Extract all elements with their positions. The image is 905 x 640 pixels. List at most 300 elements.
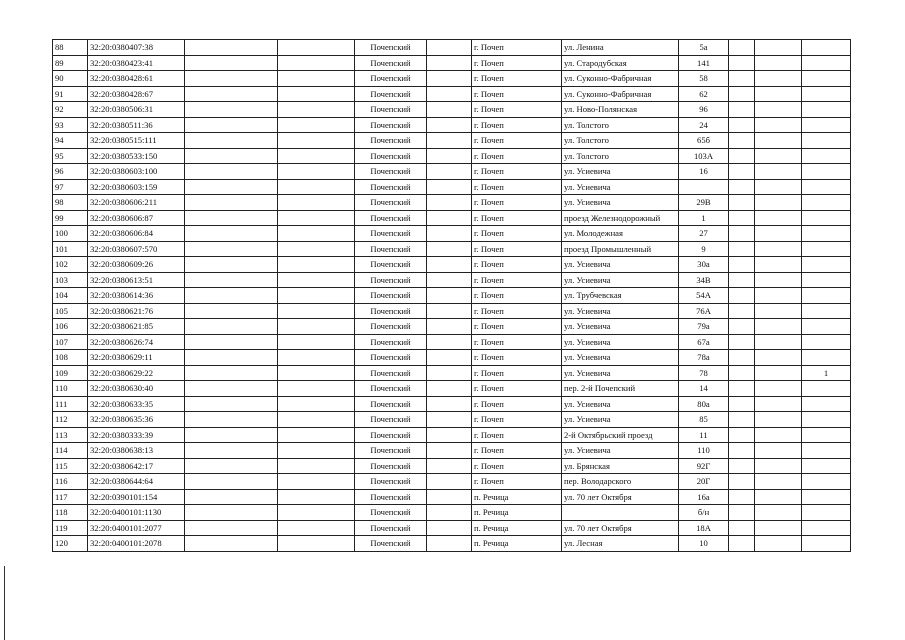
empty-cell: [278, 195, 355, 211]
row-number: 88: [53, 40, 88, 56]
empty-cell: [729, 443, 755, 459]
row-number: 101: [53, 241, 88, 257]
empty-cell: [729, 272, 755, 288]
house-number: 29В: [679, 195, 729, 211]
table-row: [53, 241, 851, 257]
empty-cell: [427, 427, 472, 443]
empty-cell: [278, 350, 355, 366]
row-number: 116: [53, 474, 88, 490]
district: Почепский: [355, 365, 427, 381]
empty-cell: [185, 164, 278, 180]
empty-cell: [729, 148, 755, 164]
empty-cell: [427, 365, 472, 381]
extra-value: [802, 350, 851, 366]
street: ул. Усиевича: [562, 319, 679, 335]
empty-cell: [427, 226, 472, 242]
settlement: г. Почеп: [472, 412, 562, 428]
row-number: 118: [53, 505, 88, 521]
settlement: г. Почеп: [472, 102, 562, 118]
house-number: 67а: [679, 334, 729, 350]
row-number: 93: [53, 117, 88, 133]
empty-cell: [278, 458, 355, 474]
street: ул. Ново-Полянская: [562, 102, 679, 118]
row-number: 96: [53, 164, 88, 180]
table-row: [53, 257, 851, 273]
row-number: 99: [53, 210, 88, 226]
empty-cell: [278, 86, 355, 102]
cadastral-number: 32:20:0380629:22: [88, 365, 185, 381]
registry-table: [52, 39, 851, 552]
row-number: 107: [53, 334, 88, 350]
empty-cell: [729, 412, 755, 428]
table-row: [53, 179, 851, 195]
row-number: 89: [53, 55, 88, 71]
district: Почепский: [355, 412, 427, 428]
house-number: 96: [679, 102, 729, 118]
row-number: 97: [53, 179, 88, 195]
street: ул. Лесная: [562, 536, 679, 552]
extra-value: [802, 40, 851, 56]
house-number: 54А: [679, 288, 729, 304]
settlement: г. Почеп: [472, 334, 562, 350]
cadastral-number: 32:20:0380644:64: [88, 474, 185, 490]
empty-cell: [185, 288, 278, 304]
settlement: г. Почеп: [472, 319, 562, 335]
street: проезд Промышленный: [562, 241, 679, 257]
empty-cell: [185, 303, 278, 319]
street: ул. Брянская: [562, 458, 679, 474]
empty-cell: [755, 210, 802, 226]
house-number: 80а: [679, 396, 729, 412]
empty-cell: [427, 241, 472, 257]
empty-cell: [185, 412, 278, 428]
empty-cell: [755, 86, 802, 102]
extra-value: [802, 86, 851, 102]
row-number: 106: [53, 319, 88, 335]
empty-cell: [427, 179, 472, 195]
street: пер. Володарского: [562, 474, 679, 490]
empty-cell: [755, 40, 802, 56]
table-row: [53, 412, 851, 428]
cadastral-number: 32:20:0380423:41: [88, 55, 185, 71]
extra-value: [802, 489, 851, 505]
empty-cell: [755, 117, 802, 133]
empty-cell: [427, 520, 472, 536]
house-number: 85: [679, 412, 729, 428]
empty-cell: [278, 319, 355, 335]
empty-cell: [278, 179, 355, 195]
row-number: 113: [53, 427, 88, 443]
settlement: г. Почеп: [472, 86, 562, 102]
row-number: 117: [53, 489, 88, 505]
empty-cell: [278, 102, 355, 118]
table-row: [53, 117, 851, 133]
empty-cell: [755, 148, 802, 164]
empty-cell: [278, 536, 355, 552]
settlement: п. Речица: [472, 489, 562, 505]
empty-cell: [278, 412, 355, 428]
empty-cell: [185, 505, 278, 521]
row-number: 102: [53, 257, 88, 273]
extra-value: [802, 133, 851, 149]
cadastral-number: 32:20:0400101:2077: [88, 520, 185, 536]
empty-cell: [755, 257, 802, 273]
empty-cell: [278, 210, 355, 226]
empty-cell: [278, 288, 355, 304]
empty-cell: [278, 272, 355, 288]
empty-cell: [427, 272, 472, 288]
cadastral-number: 32:20:0380614:36: [88, 288, 185, 304]
empty-cell: [755, 520, 802, 536]
extra-value: [802, 396, 851, 412]
district: Почепский: [355, 164, 427, 180]
empty-cell: [427, 257, 472, 273]
street: 2-й Октябрьский проезд: [562, 427, 679, 443]
table-row: [53, 71, 851, 87]
settlement: г. Почеп: [472, 303, 562, 319]
district: Почепский: [355, 350, 427, 366]
table-row: [53, 319, 851, 335]
empty-cell: [729, 474, 755, 490]
house-number: 103А: [679, 148, 729, 164]
settlement: г. Почеп: [472, 164, 562, 180]
street: ул. Усиевича: [562, 272, 679, 288]
house-number: 11: [679, 427, 729, 443]
empty-cell: [729, 350, 755, 366]
settlement: г. Почеп: [472, 148, 562, 164]
row-number: 120: [53, 536, 88, 552]
street: ул. Усиевича: [562, 257, 679, 273]
extra-value: [802, 117, 851, 133]
district: Почепский: [355, 117, 427, 133]
district: Почепский: [355, 148, 427, 164]
settlement: г. Почеп: [472, 427, 562, 443]
street: ул. Усиевича: [562, 179, 679, 195]
district: Почепский: [355, 210, 427, 226]
street: ул. Усиевича: [562, 443, 679, 459]
empty-cell: [755, 71, 802, 87]
empty-cell: [185, 55, 278, 71]
empty-cell: [185, 334, 278, 350]
street: ул. Толстого: [562, 133, 679, 149]
cadastral-number: 32:20:0380603:100: [88, 164, 185, 180]
empty-cell: [427, 474, 472, 490]
house-number: 76А: [679, 303, 729, 319]
table-row: [53, 148, 851, 164]
settlement: п. Речица: [472, 505, 562, 521]
empty-cell: [729, 179, 755, 195]
table-row: [53, 288, 851, 304]
cadastral-number: 32:20:0380428:67: [88, 86, 185, 102]
empty-cell: [278, 226, 355, 242]
district: Почепский: [355, 226, 427, 242]
row-number: 91: [53, 86, 88, 102]
cadastral-number: 32:20:0380506:31: [88, 102, 185, 118]
row-number: 90: [53, 71, 88, 87]
street: ул. Усиевича: [562, 396, 679, 412]
empty-cell: [755, 195, 802, 211]
row-number: 109: [53, 365, 88, 381]
empty-cell: [427, 133, 472, 149]
cadastral-number: 32:20:0390101:154: [88, 489, 185, 505]
empty-cell: [729, 381, 755, 397]
empty-cell: [185, 40, 278, 56]
empty-cell: [427, 117, 472, 133]
settlement: г. Почеп: [472, 396, 562, 412]
empty-cell: [729, 257, 755, 273]
extra-value: [802, 412, 851, 428]
extra-value: [802, 427, 851, 443]
empty-cell: [755, 365, 802, 381]
empty-cell: [185, 257, 278, 273]
cadastral-number: 32:20:0380621:85: [88, 319, 185, 335]
street: ул. Усиевича: [562, 412, 679, 428]
extra-value: [802, 210, 851, 226]
settlement: г. Почеп: [472, 195, 562, 211]
house-number: 9: [679, 241, 729, 257]
cadastral-number: 32:20:0380515:111: [88, 133, 185, 149]
empty-cell: [185, 179, 278, 195]
district: Почепский: [355, 241, 427, 257]
house-number: 27: [679, 226, 729, 242]
extra-value: [802, 195, 851, 211]
district: Почепский: [355, 303, 427, 319]
district: Почепский: [355, 381, 427, 397]
empty-cell: [729, 71, 755, 87]
cadastral-number: 32:20:0380533:150: [88, 148, 185, 164]
street: ул. Суконно-Фабричная: [562, 71, 679, 87]
empty-cell: [729, 133, 755, 149]
empty-cell: [185, 427, 278, 443]
row-number: 112: [53, 412, 88, 428]
empty-cell: [755, 350, 802, 366]
row-number: 94: [53, 133, 88, 149]
empty-cell: [427, 102, 472, 118]
extra-value: [802, 319, 851, 335]
row-number: 114: [53, 443, 88, 459]
empty-cell: [729, 489, 755, 505]
empty-cell: [427, 458, 472, 474]
cadastral-number: 32:20:0380613:51: [88, 272, 185, 288]
extra-value: [802, 164, 851, 180]
empty-cell: [427, 164, 472, 180]
empty-cell: [278, 381, 355, 397]
house-number: 65б: [679, 133, 729, 149]
cadastral-number: 32:20:0380603:159: [88, 179, 185, 195]
cadastral-number: 32:20:0380630:40: [88, 381, 185, 397]
empty-cell: [427, 319, 472, 335]
empty-cell: [755, 427, 802, 443]
empty-cell: [755, 536, 802, 552]
empty-cell: [185, 443, 278, 459]
empty-cell: [278, 427, 355, 443]
extra-value: [802, 520, 851, 536]
extra-value: [802, 257, 851, 273]
empty-cell: [278, 117, 355, 133]
empty-cell: [278, 257, 355, 273]
empty-cell: [185, 133, 278, 149]
empty-cell: [755, 489, 802, 505]
empty-cell: [729, 505, 755, 521]
extra-value: [802, 381, 851, 397]
district: Почепский: [355, 319, 427, 335]
empty-cell: [729, 396, 755, 412]
empty-cell: [427, 210, 472, 226]
empty-cell: [729, 536, 755, 552]
table-row: [53, 396, 851, 412]
table-row: [53, 365, 851, 381]
empty-cell: [427, 55, 472, 71]
empty-cell: [278, 40, 355, 56]
extra-value: [802, 505, 851, 521]
district: Почепский: [355, 86, 427, 102]
district: Почепский: [355, 396, 427, 412]
empty-cell: [427, 71, 472, 87]
district: Почепский: [355, 272, 427, 288]
empty-cell: [427, 505, 472, 521]
house-number: 30а: [679, 257, 729, 273]
settlement: г. Почеп: [472, 226, 562, 242]
district: Почепский: [355, 334, 427, 350]
empty-cell: [729, 365, 755, 381]
house-number: 20Г: [679, 474, 729, 490]
extra-value: [802, 458, 851, 474]
empty-cell: [729, 319, 755, 335]
house-number: 24: [679, 117, 729, 133]
table-row: [53, 102, 851, 118]
settlement: г. Почеп: [472, 55, 562, 71]
table-row: [53, 195, 851, 211]
table-row: [53, 303, 851, 319]
empty-cell: [185, 148, 278, 164]
table-row: [53, 164, 851, 180]
table-row: [53, 427, 851, 443]
house-number: 34В: [679, 272, 729, 288]
empty-cell: [427, 412, 472, 428]
empty-cell: [755, 272, 802, 288]
district: Почепский: [355, 257, 427, 273]
empty-cell: [185, 365, 278, 381]
row-number: 98: [53, 195, 88, 211]
extra-value: [802, 55, 851, 71]
house-number: 18А: [679, 520, 729, 536]
extra-value: 1: [802, 365, 851, 381]
street: ул. Усиевича: [562, 334, 679, 350]
empty-cell: [278, 133, 355, 149]
row-number: 105: [53, 303, 88, 319]
empty-cell: [427, 86, 472, 102]
empty-cell: [755, 133, 802, 149]
empty-cell: [185, 117, 278, 133]
street: ул. Трубчевская: [562, 288, 679, 304]
extra-value: [802, 179, 851, 195]
cadastral-number: 32:20:0380407:38: [88, 40, 185, 56]
district: Почепский: [355, 102, 427, 118]
row-number: 115: [53, 458, 88, 474]
house-number: 141: [679, 55, 729, 71]
empty-cell: [185, 458, 278, 474]
empty-cell: [755, 288, 802, 304]
settlement: г. Почеп: [472, 179, 562, 195]
house-number: 58: [679, 71, 729, 87]
street: ул. Усиевича: [562, 303, 679, 319]
district: Почепский: [355, 427, 427, 443]
settlement: г. Почеп: [472, 443, 562, 459]
empty-cell: [185, 210, 278, 226]
house-number: 79а: [679, 319, 729, 335]
empty-cell: [185, 272, 278, 288]
house-number: б/н: [679, 505, 729, 521]
empty-cell: [755, 412, 802, 428]
street: [562, 505, 679, 521]
empty-cell: [755, 303, 802, 319]
empty-cell: [278, 148, 355, 164]
table-row: [53, 443, 851, 459]
empty-cell: [729, 226, 755, 242]
extra-value: [802, 443, 851, 459]
district: Почепский: [355, 40, 427, 56]
district: Почепский: [355, 71, 427, 87]
table-row: [53, 210, 851, 226]
empty-cell: [729, 458, 755, 474]
settlement: п. Речица: [472, 520, 562, 536]
cadastral-number: 32:20:0400101:2078: [88, 536, 185, 552]
empty-cell: [427, 334, 472, 350]
empty-cell: [278, 443, 355, 459]
cadastral-number: 32:20:0400101:1130: [88, 505, 185, 521]
row-number: 108: [53, 350, 88, 366]
row-number: 110: [53, 381, 88, 397]
registry-rows: [53, 40, 851, 552]
table-row: [53, 272, 851, 288]
empty-cell: [755, 443, 802, 459]
settlement: г. Почеп: [472, 40, 562, 56]
empty-cell: [427, 443, 472, 459]
house-number: 110: [679, 443, 729, 459]
extra-value: [802, 288, 851, 304]
empty-cell: [729, 241, 755, 257]
table-row: [53, 350, 851, 366]
street: ул. Молодежная: [562, 226, 679, 242]
district: Почепский: [355, 55, 427, 71]
empty-cell: [185, 241, 278, 257]
empty-cell: [185, 102, 278, 118]
district: Почепский: [355, 520, 427, 536]
extra-value: [802, 226, 851, 242]
empty-cell: [278, 241, 355, 257]
house-number: 16а: [679, 489, 729, 505]
table-row: [53, 40, 851, 56]
extra-value: [802, 536, 851, 552]
empty-cell: [185, 319, 278, 335]
empty-cell: [729, 117, 755, 133]
table-row: [53, 334, 851, 350]
settlement: г. Почеп: [472, 71, 562, 87]
cadastral-number: 32:20:0380638:13: [88, 443, 185, 459]
empty-cell: [278, 164, 355, 180]
row-number: 100: [53, 226, 88, 242]
district: Почепский: [355, 179, 427, 195]
empty-cell: [427, 381, 472, 397]
empty-cell: [729, 40, 755, 56]
cadastral-number: 32:20:0380621:76: [88, 303, 185, 319]
empty-cell: [729, 195, 755, 211]
street: ул. Толстого: [562, 117, 679, 133]
settlement: г. Почеп: [472, 474, 562, 490]
street: ул. Толстого: [562, 148, 679, 164]
empty-cell: [185, 520, 278, 536]
row-number: 95: [53, 148, 88, 164]
